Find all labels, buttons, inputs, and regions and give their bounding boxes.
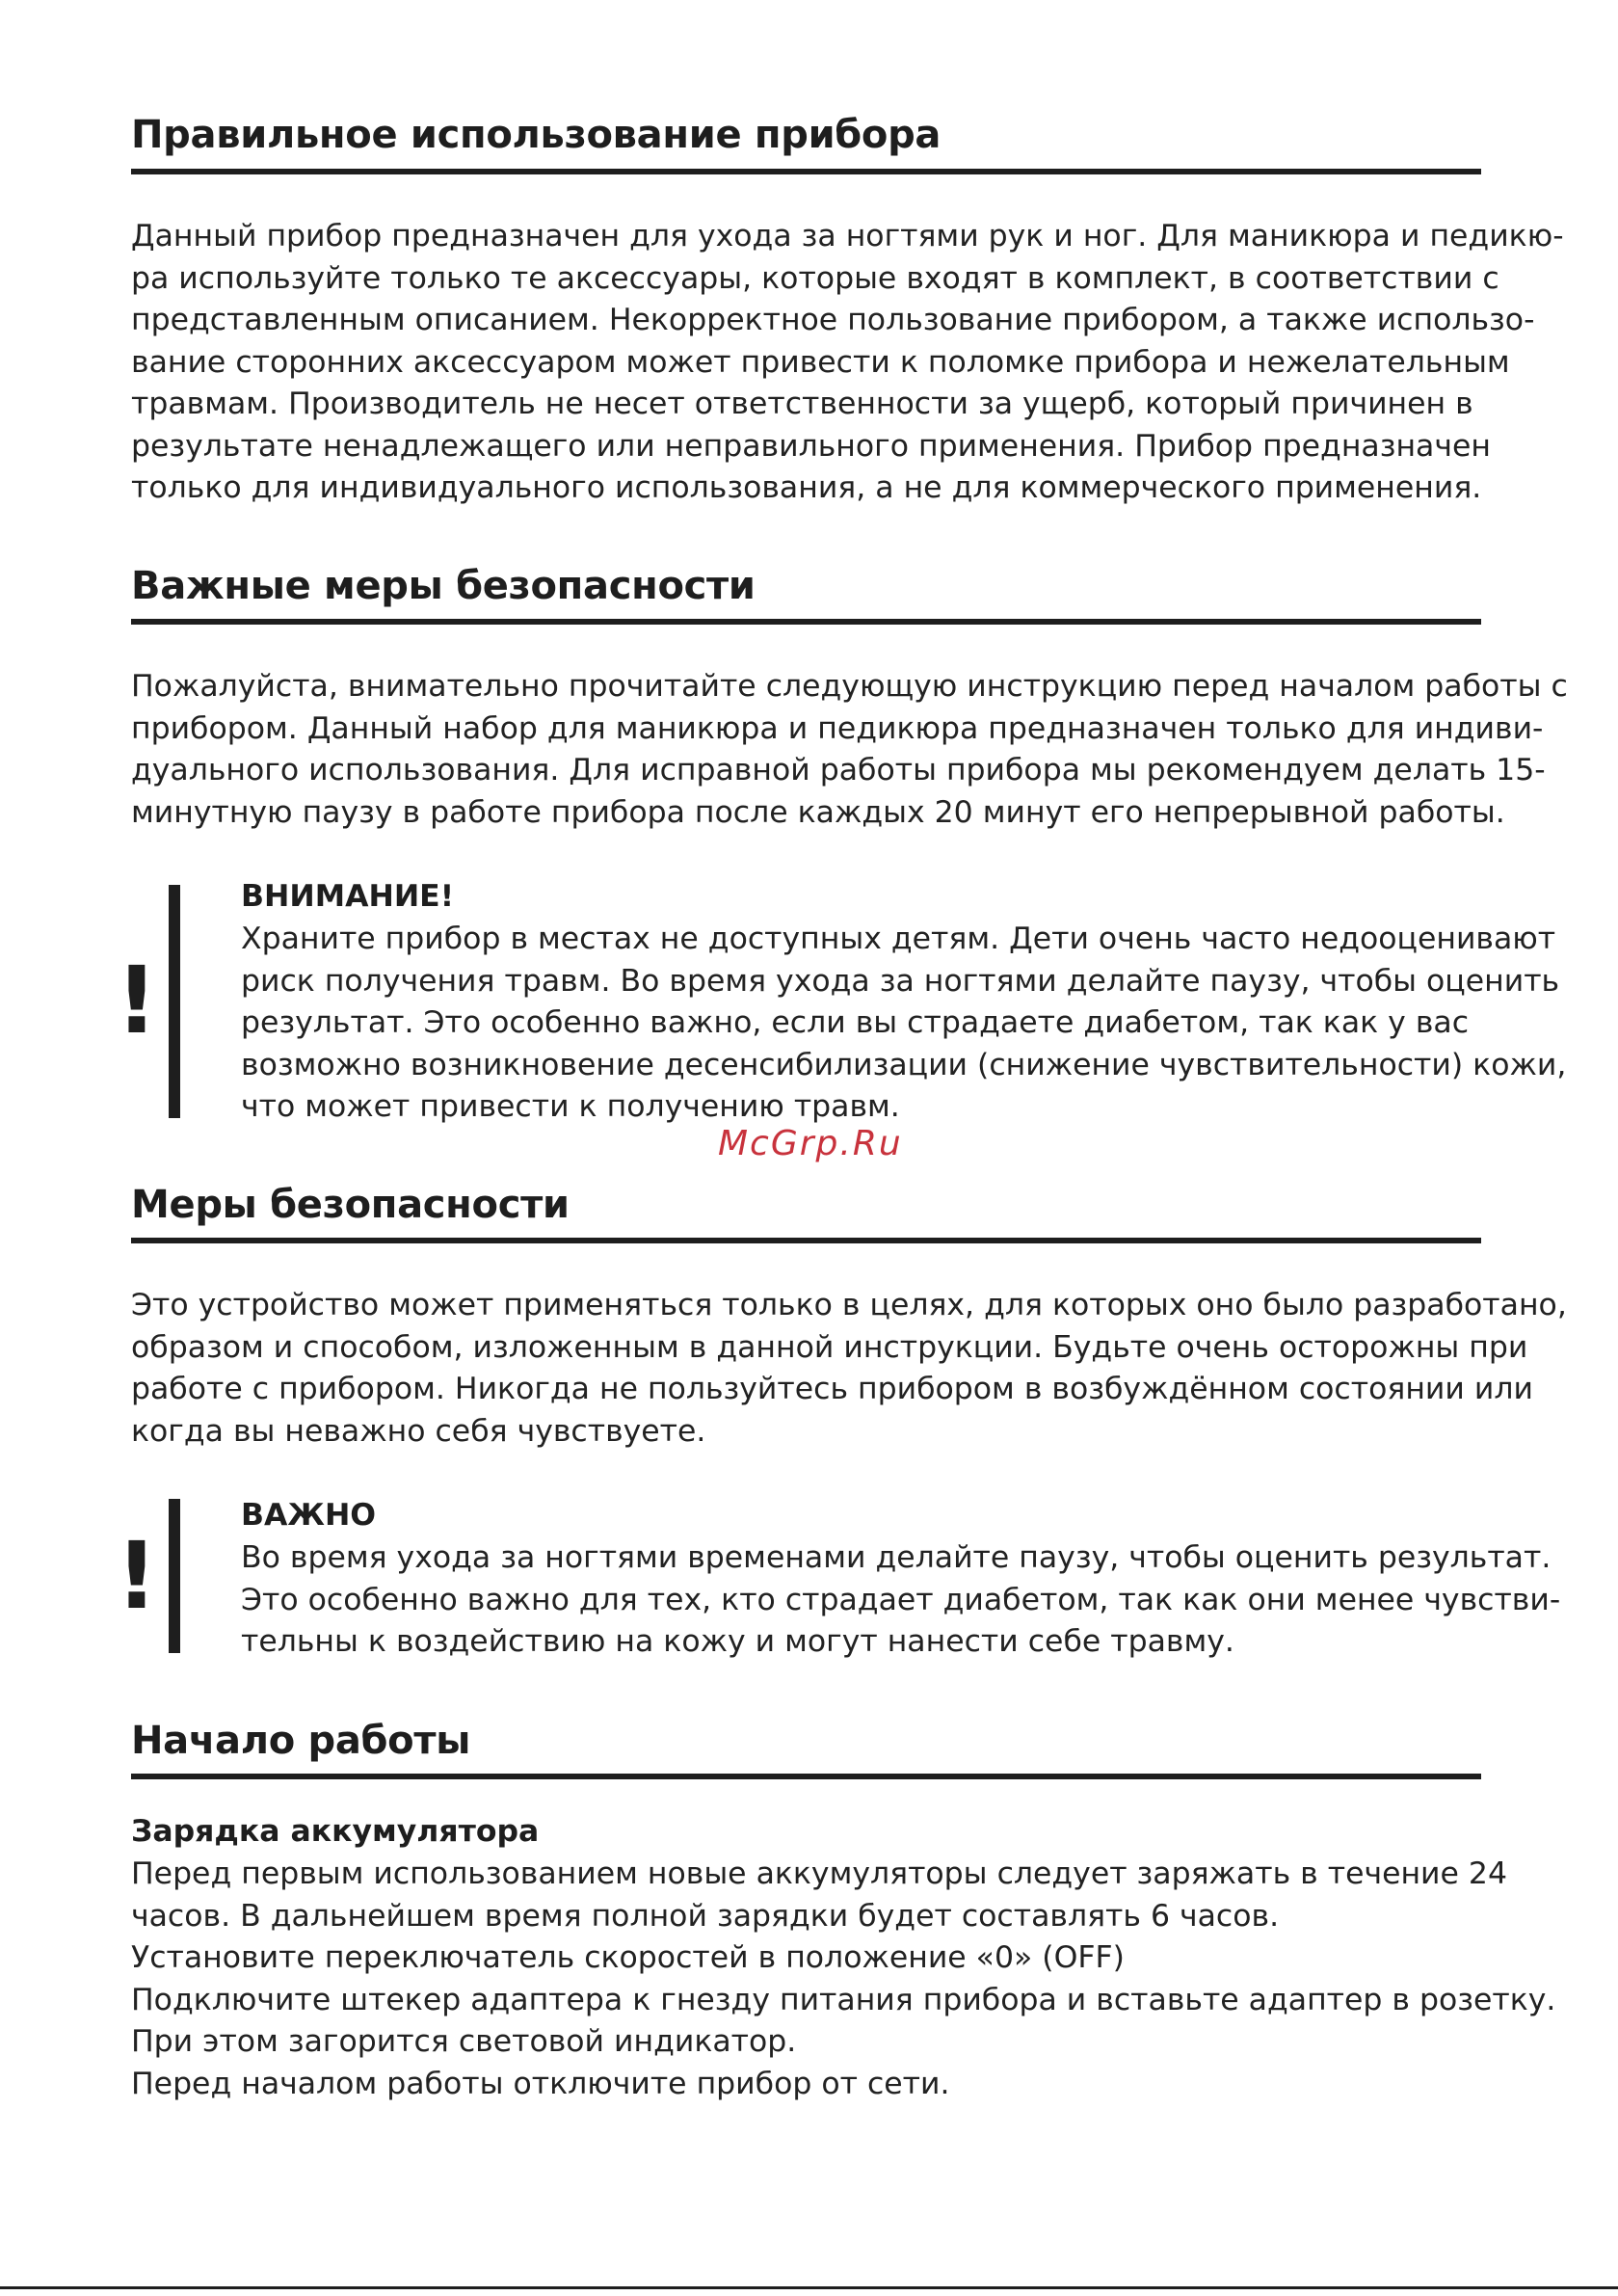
exclamation-icon: !	[116, 947, 158, 1055]
text-line: тельны к воздействию на кожу и могут нанести себе травму.	[241, 1624, 1234, 1659]
text-line: представленным описанием. Некорректное пользование прибором, а также использо-	[131, 303, 1535, 337]
text-line: когда вы неважно себя чувствуете.	[131, 1413, 706, 1449]
section-divider	[131, 1238, 1481, 1243]
text-line: только для индивидуального использования, а не для коммерческого применения.	[131, 470, 1482, 505]
text-line: дуального использования. Для исправной работы прибора мы рекомендуем делать 15-	[131, 753, 1546, 788]
text-line: работе с прибором. Никогда не пользуйтесь прибором в возбуждённом состоянии или	[131, 1372, 1533, 1406]
text-line: возможно возникновение десенсибилизации (снижение чувствительности) кожи,	[241, 1047, 1567, 1082]
text-line: Пожалуйста, внимательно прочитайте следующую инструкцию перед началом работы с	[131, 669, 1568, 704]
text-line: что может привести к получению травм.	[241, 1089, 900, 1124]
section-divider	[131, 1774, 1481, 1779]
section-title-safety: Меры безопасности	[131, 1183, 570, 1227]
section-title-getting-started: Начало работы	[131, 1719, 471, 1763]
text-line: риск получения травм. Во время ухода за ногтями делайте паузу, чтобы оценить	[241, 963, 1560, 999]
text-line: Подключите штекер адаптера к гнезду питания прибора и вставьте адаптер в розетку.	[131, 1982, 1556, 2017]
text-line: ра используйте только те аксессуары, которые входят в комплект, в соответствии с	[131, 260, 1499, 296]
text-line: Перед первым использованием новые аккумуляторы следует заряжать в течение 24	[131, 1856, 1508, 1891]
text-line: часов. В дальнейшем время полной зарядки будет составлять 6 часов.	[131, 1898, 1280, 1934]
text-line: Установите переключатель скоростей в положение «0» (OFF)	[131, 1940, 1125, 1975]
text-line: Во время ухода за ногтями временами делайте паузу, чтобы оценить результат.	[241, 1540, 1552, 1575]
text-line: результат. Это особенно важно, если вы страдаете диабетом, так как у вас	[241, 1005, 1470, 1040]
text-line: вание сторонних аксессуаром может привести к поломке прибора и нежелательным	[131, 344, 1510, 380]
text-line: Перед началом работы отключите прибор от сети.	[131, 2066, 950, 2101]
section-body-getting-started	[131, 1854, 1556, 2105]
section-title-proper-use: Правильное использование прибора	[131, 113, 942, 157]
section-body-important-safety	[131, 666, 1568, 834]
section-title-important-safety: Важные меры безопасности	[131, 564, 756, 608]
text-line: Храните прибор в местах не доступных детям. Дети очень часто недооценивают	[241, 921, 1556, 956]
subsection-title-battery-charging: Зарядка аккумулятора	[131, 1814, 540, 1849]
exclamation-icon: !	[116, 1522, 158, 1630]
section-divider	[131, 169, 1481, 174]
section-body-safety	[131, 1285, 1567, 1453]
text-line: образом и способом, изложенным в данной инструкции. Будьте очень осторожны при	[131, 1329, 1528, 1365]
warning-text	[241, 1537, 1560, 1664]
watermark: McGrp.Ru	[718, 1124, 903, 1163]
text-line: Данный прибор предназначен для ухода за ногтями рук и ног. Для маникюра и педикю-	[131, 219, 1564, 254]
warning-title: ВНИМАНИЕ!	[241, 879, 455, 914]
section-body-proper-use	[131, 216, 1564, 510]
text-line: прибором. Данный набор для маникюра и педикюра предназначен только для индиви-	[131, 710, 1544, 746]
text-line: минутную паузу в работе прибора после каждых 20 минут его непрерывной работы.	[131, 794, 1505, 830]
section-divider	[131, 619, 1481, 625]
text-line: результате ненадлежащего или неправильного применения. Прибор предназначен	[131, 428, 1491, 464]
warning-title: ВАЖНО	[241, 1498, 377, 1533]
warning-text	[241, 919, 1566, 1129]
warning-bar	[169, 885, 180, 1118]
text-line: Это устройство может применяться только в целях, для которых оно было разработано,	[131, 1288, 1567, 1322]
text-line: травмам. Производитель не несет ответственности за ущерб, который причинен в	[131, 387, 1473, 421]
text-line: При этом загорится световой индикатор.	[131, 2024, 797, 2059]
text-line: Это особенно важно для тех, кто страдает диабетом, так как они менее чувстви-	[241, 1582, 1561, 1617]
warning-bar	[169, 1499, 180, 1653]
page-bottom-border	[0, 2286, 1618, 2289]
